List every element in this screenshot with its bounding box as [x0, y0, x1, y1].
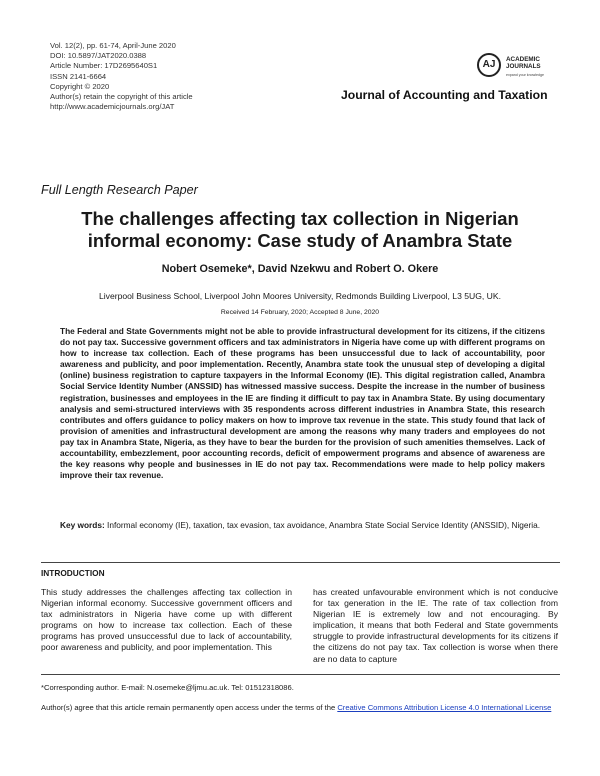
issn-line: ISSN 2141-6664: [50, 71, 107, 81]
paper-title: [40, 208, 560, 252]
license-link[interactable]: Creative Commons Attribution License 4.0 International License: [337, 703, 552, 712]
license-statement: [41, 702, 561, 713]
abstract: The Federal and State Governments might not be able to provide infrastructural development for its citizens, if the citizens do not pay tax. Successive government officers and tax administrators in Nigeria have come up with different programs on how to increase tax collection. Each of these programs has been unsuccessful due to lack of accountability, poor awareness and publicity, and poor implementation. Recently, Anambra state took the unusual step of developing a digital (online) business registration to capture taxpayers in the Informal Economy (IE). This digital registration called, Anambra Social Service Identity Number (ANSSID) has witnessed massive success. Despite the increase in the number of business registration, businesses and employees in the IE are finding it difficult to pay tax in Anambra State. By using documentary analysis and semi-structured interviews with 35 respondents across different industries in Anambra State, this research contributes and offers guidance to policy makers on how to improve tax revenue in the state. This study found that lack of provision of amenities and infrastructural development are among the reasons why many traders and employees do not pay tax in Anambra State, Nigeria, as they have to bear the burden for the provision of such amenities themselves. Lack of accountability, embezzlement, poor accounting records, deficit of empowerment programs and absence of awareness are the key reasons why people and businesses in IE do not pay tax. Recommendations were made to help policy makers improve their tax revenue.: [60, 326, 545, 481]
footnote-divider: [41, 674, 560, 675]
received-dates: Received 14 February, 2020; Accepted 8 June, 2020: [220, 309, 380, 316]
publisher-name-line2: JOURNALS: [506, 63, 541, 70]
license-text: Author(s) agree that this article remain permanently open access under the terms of the: [41, 703, 338, 712]
article-metadata: [50, 41, 193, 112]
keywords-label: Key words:: [60, 520, 105, 530]
paper-title-line1: The challenges affecting tax collection in Nigerian: [81, 208, 519, 229]
keywords: [60, 520, 545, 531]
paper-type: Full Length Research Paper: [41, 183, 198, 197]
publisher-name-line1: ACADEMIC: [506, 56, 540, 63]
affiliation: Liverpool Business School, Liverpool John Moores University, Redmonds Building Liverpool, L3 5UG, UK.: [98, 291, 502, 301]
journal-title: Journal of Accounting and Taxation: [341, 88, 548, 102]
journal-url-line[interactable]: http://www.academicjournals.org/JAT: [50, 102, 175, 112]
introduction-heading: INTRODUCTION: [41, 568, 105, 578]
introduction-column-2: has created unfavourable environment which is not conducive for tax generation in the IE. The rate of tax collection from Nigerian IE is extremely low and not encouraging. By implication, it means that both Federal and State governments struggle to provide infrastructural developments for its citizens if the citizens do not pay tax. Tax collection is worse when there are no data to capture: [313, 587, 558, 664]
doi-line: DOI: 10.5897/JAT2020.0388: [50, 51, 147, 61]
copyright-retain-line: Author(s) retain the copyright of this article: [50, 92, 193, 102]
publisher-name: [506, 56, 541, 70]
article-number-line: Article Number: 17D2695640S1: [50, 61, 158, 71]
publisher-logo: [477, 53, 567, 81]
keywords-text: Informal economy (IE), taxation, tax evasion, tax avoidance, Anambra State Social Service Identity (ANSSID), Nigeria.: [107, 520, 541, 530]
volume-line: Vol. 12(2), pp. 61-74, April-June 2020: [50, 41, 176, 50]
introduction-column-1: This study addresses the challenges affecting tax collection in Nigerian informal economy. Successive government officers and tax administrators in Nigeria have come up with different programs on how to increase tax collection. Each of these programs has proved unsuccessful due to lack of accountability, poor awareness and publicity, and poor implementation. This: [41, 587, 292, 653]
corresponding-author-footnote: *Corresponding author. E-mail: N.osemeke@ljmu.ac.uk. Tel: 01512318086.: [41, 683, 294, 692]
copyright-line: Copyright © 2020: [50, 81, 110, 91]
section-divider: [41, 562, 560, 563]
aj-logo-icon: AJ: [477, 53, 501, 77]
paper-title-line2: informal economy: Case study of Anambra State: [87, 230, 513, 251]
authors: Nobert Osemeke*, David Nzekwu and Robert O. Okere: [161, 263, 439, 275]
publisher-tagline: expand your knowledge: [506, 73, 544, 77]
